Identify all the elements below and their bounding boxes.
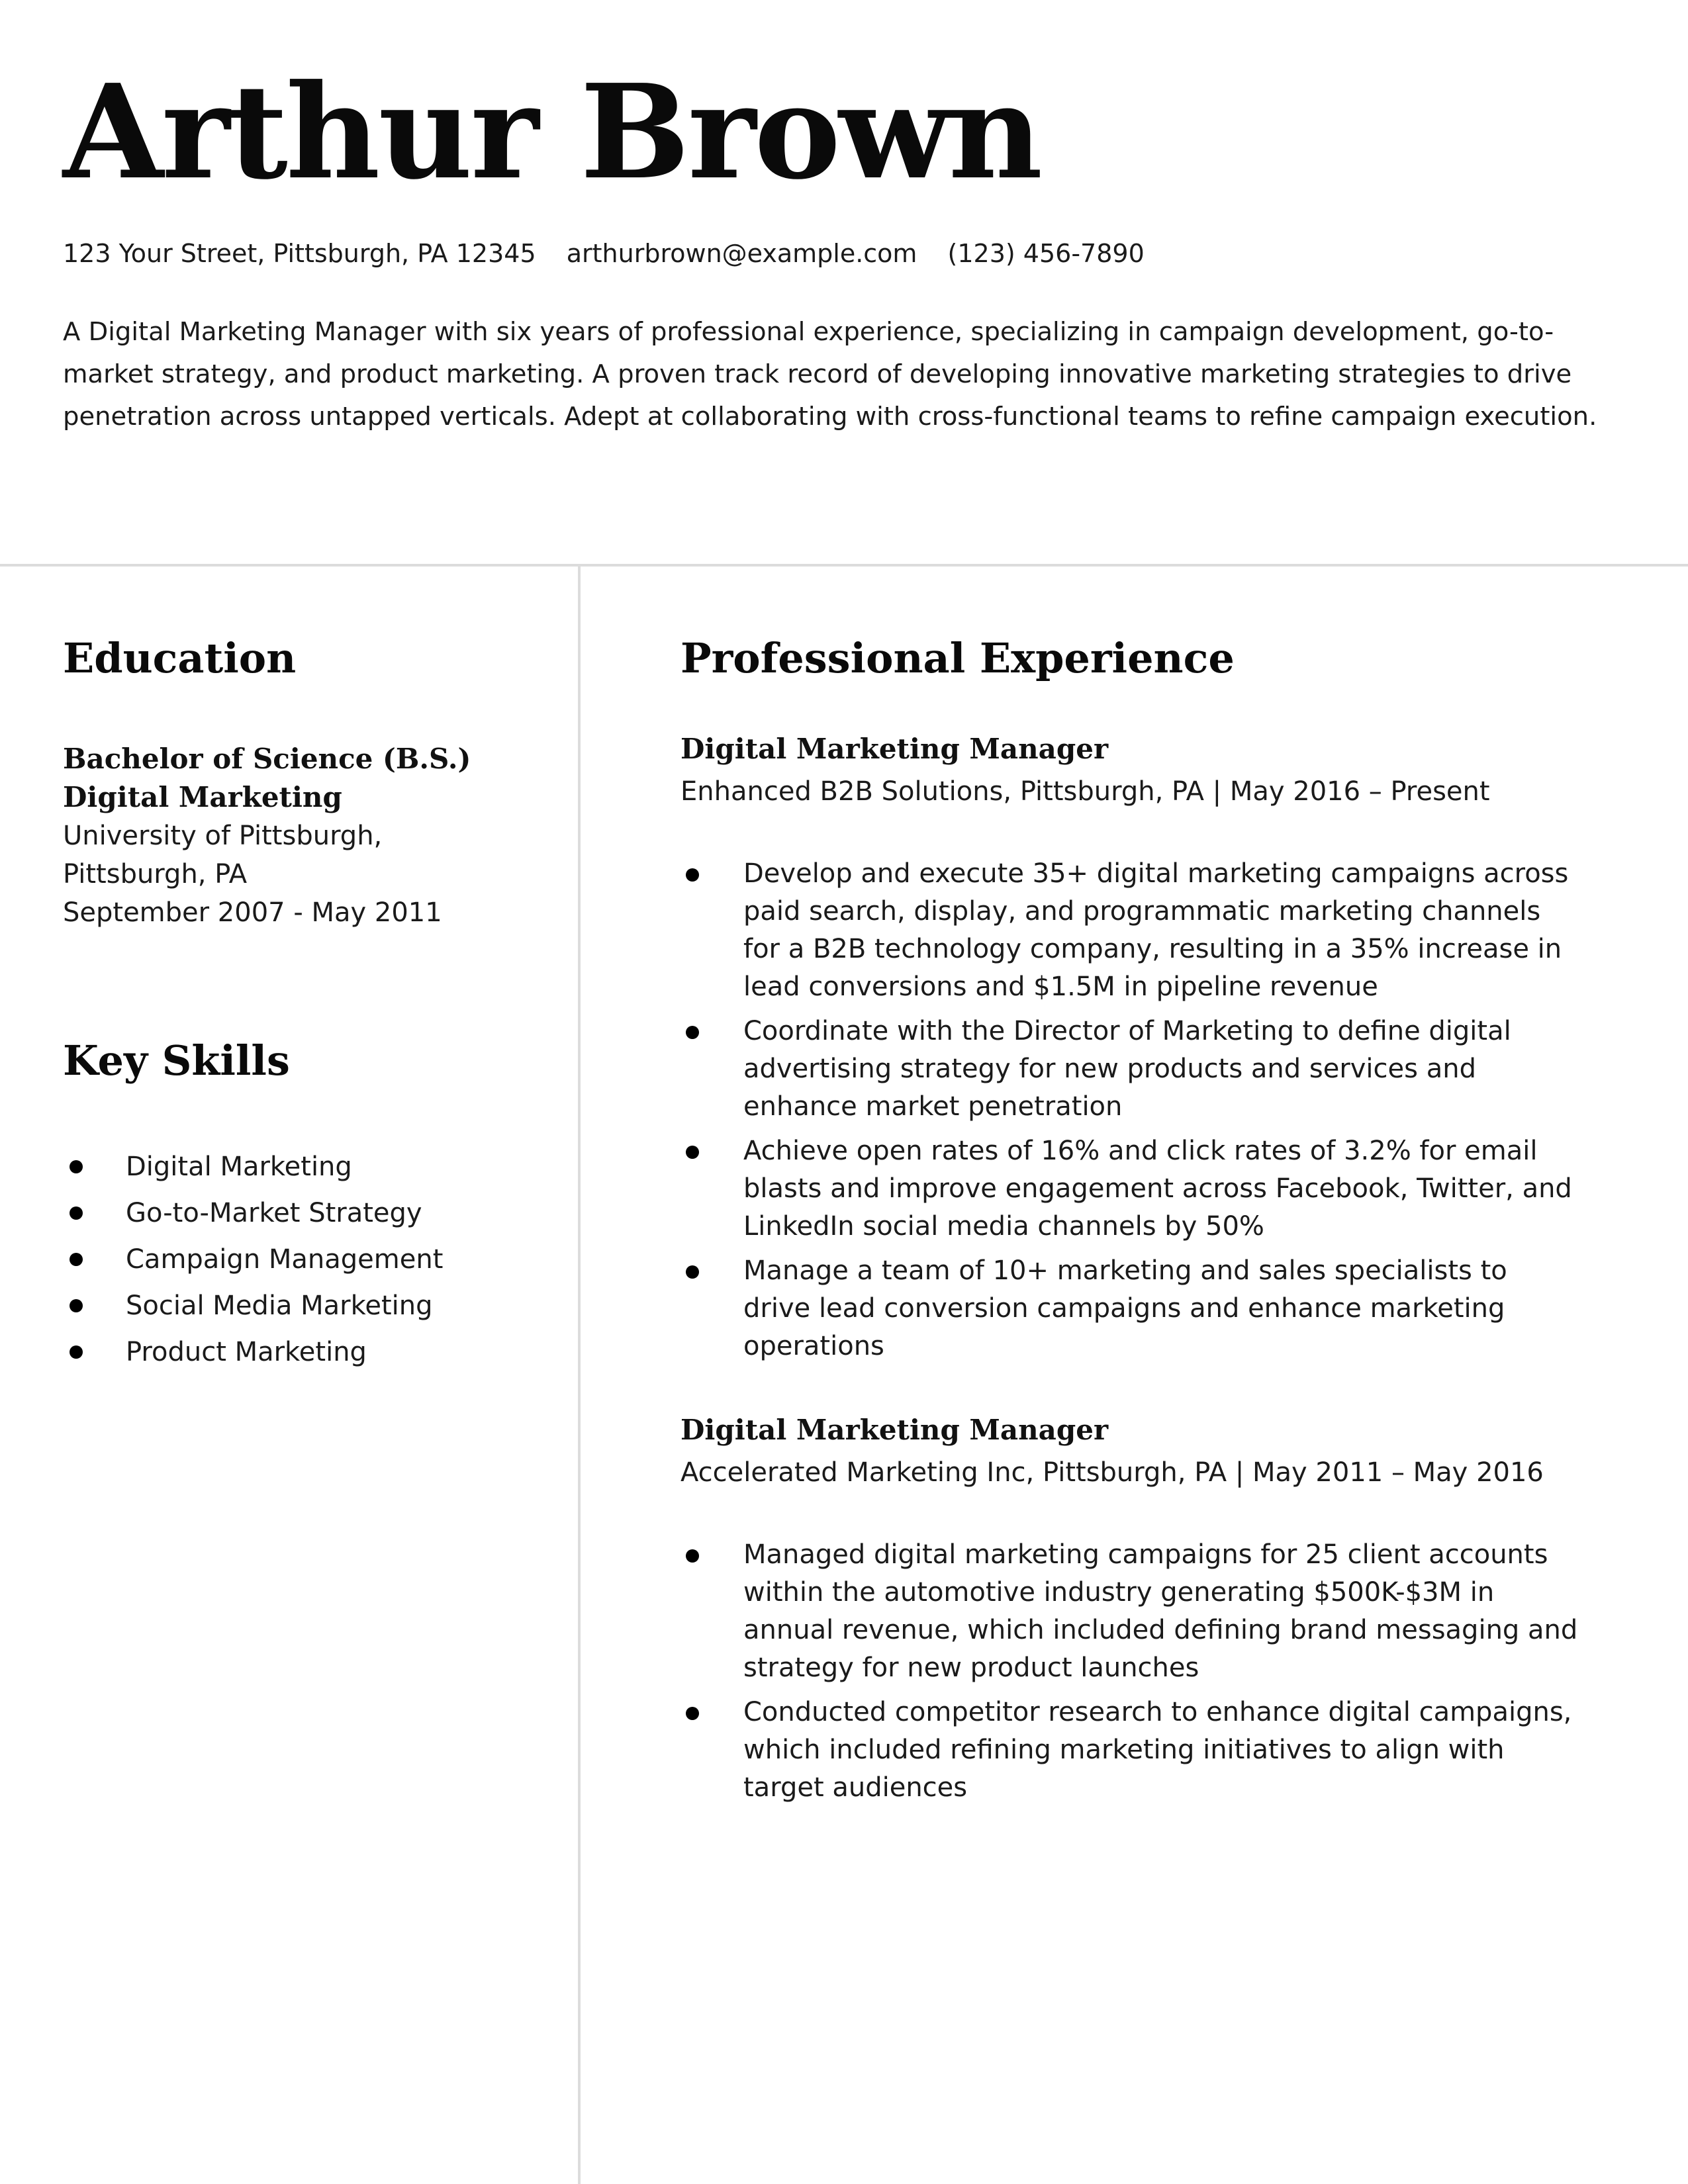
degree-field: Digital Marketing <box>63 781 342 813</box>
job-meta: Enhanced B2B Solutions, Pittsburgh, PA | May 2016 – Present <box>680 776 1490 807</box>
education-dates: September 2007 - May 2011 <box>63 897 442 928</box>
skills-title: Key Skills <box>63 1036 290 1085</box>
skill-item <box>63 1236 553 1283</box>
job-title: Digital Marketing Manager <box>680 733 1109 765</box>
left-column <box>63 629 553 1375</box>
job-bullet <box>680 855 1581 1006</box>
job-bullet-text: Develop and execute 35+ digital marketing campaigns across paid search, display, and programmatic marketing channels for a B2B technology company, resulting in a 35% increase in lead conversions and $1.5M in pipeline revenue <box>743 858 1569 1002</box>
job-bullet <box>680 1252 1581 1365</box>
skill-label: Product Marketing <box>126 1337 367 1367</box>
job-entry <box>680 729 1620 1365</box>
bullet-icon <box>70 1160 83 1173</box>
education-title: Education <box>63 634 297 682</box>
skill-item <box>63 1329 553 1375</box>
candidate-name: Arthur Brown <box>63 56 1041 208</box>
professional-summary: A Digital Marketing Manager with six years of professional experience, specializing in campaign development, go-to-market strategy, and product marketing. A proven track record of developing innovative marketing strategies to drive penetration across untapped verticals. Adept at collaborating with cross-functional teams to refine campaign execution. <box>63 317 1597 432</box>
experience-title: Professional Experience <box>680 634 1235 682</box>
skill-label: Campaign Management <box>126 1244 444 1275</box>
bullet-icon <box>70 1253 83 1266</box>
job-title: Digital Marketing Manager <box>680 1414 1109 1446</box>
right-column <box>680 629 1620 1813</box>
job-meta: Accelerated Marketing Inc, Pittsburgh, PA | May 2011 – May 2016 <box>680 1457 1544 1488</box>
job-bullet <box>680 1132 1581 1246</box>
job-bullets <box>680 855 1620 1365</box>
job-bullet-text: Managed digital marketing campaigns for 25 client accounts within the automotive industry generating $500K-$3M in annual revenue, which included defining brand messaging and strategy for new product launches <box>743 1539 1578 1683</box>
job-bullet <box>680 1536 1581 1687</box>
degree-name: Bachelor of Science (B.S.) <box>63 743 471 775</box>
contact-email: arthurbrown@example.com <box>566 239 917 268</box>
contact-line <box>63 235 1167 272</box>
skill-item <box>63 1283 553 1329</box>
job-entry <box>680 1410 1620 1807</box>
skills-list <box>63 1144 553 1375</box>
bullet-icon <box>686 1265 699 1279</box>
bullet-icon <box>686 1146 699 1159</box>
job-bullet <box>680 1694 1581 1807</box>
skill-item <box>63 1144 553 1190</box>
skill-label: Go-to-Market Strategy <box>126 1198 422 1228</box>
education-entry <box>63 740 553 932</box>
skill-label: Digital Marketing <box>126 1152 352 1182</box>
bullet-icon <box>686 1549 699 1563</box>
bullet-icon <box>686 1707 699 1720</box>
job-bullet-text: Achieve open rates of 16% and click rates of 3.2% for email blasts and improve engagement across Facebook, Twitter, and LinkedIn social media channels by 50% <box>743 1136 1572 1242</box>
bullet-icon <box>686 1026 699 1039</box>
job-bullet-text: Manage a team of 10+ marketing and sales specialists to drive lead conversion campaigns and enhance marketing operations <box>743 1255 1507 1361</box>
bullet-icon <box>70 1206 83 1220</box>
skill-item <box>63 1190 553 1236</box>
bullet-icon <box>70 1299 83 1312</box>
vertical-divider <box>578 567 581 2184</box>
school-name: University of Pittsburgh, <box>63 821 383 851</box>
job-bullets <box>680 1536 1620 1807</box>
contact-phone: (123) 456-7890 <box>947 239 1145 268</box>
job-bullet-text: Conducted competitor research to enhance digital campaigns, which included refining marketing initiatives to align with target audiences <box>743 1697 1572 1803</box>
job-bullet-text: Coordinate with the Director of Marketing to define digital advertising strategy for new products and services and enhance market penetration <box>743 1016 1511 1122</box>
contact-address: 123 Your Street, Pittsburgh, PA 12345 <box>63 239 536 268</box>
school-location: Pittsburgh, PA <box>63 859 248 889</box>
job-bullet <box>680 1013 1581 1126</box>
bullet-icon <box>686 868 699 882</box>
bullet-icon <box>70 1345 83 1359</box>
horizontal-divider <box>0 564 1688 567</box>
skill-label: Social Media Marketing <box>126 1291 433 1321</box>
